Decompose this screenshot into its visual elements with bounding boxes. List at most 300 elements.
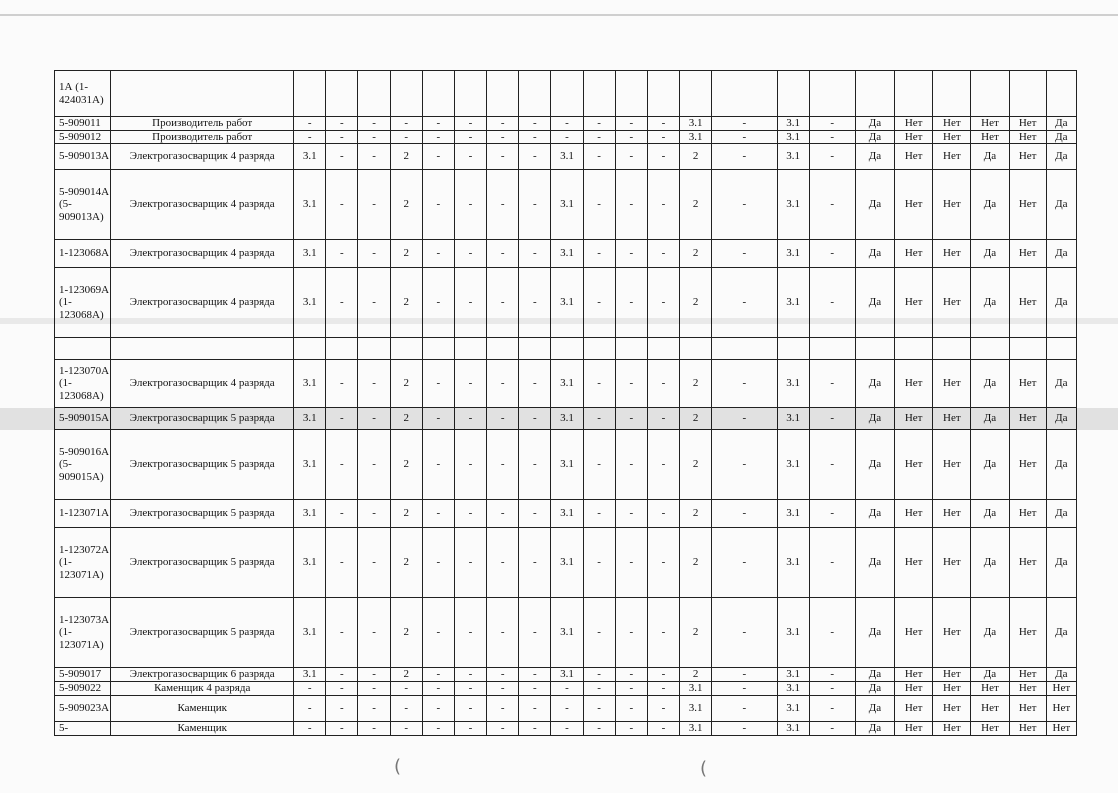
table-cell: 2: [680, 430, 712, 500]
table-cell: Да: [1046, 170, 1076, 240]
table-cell: -: [615, 144, 647, 170]
table-cell: -: [519, 430, 551, 500]
table-cell: -: [358, 170, 390, 240]
table-cell: -: [647, 500, 679, 528]
table-cell: -: [358, 500, 390, 528]
table-cell: Да: [971, 170, 1009, 240]
row-code: 5-909012: [55, 130, 111, 144]
table-cell: -: [487, 598, 519, 668]
table-cell: Нет: [895, 721, 933, 735]
table-cell: -: [519, 268, 551, 338]
table-cell: Да: [1046, 408, 1076, 430]
row-code: [55, 338, 111, 360]
table-cell: 2: [390, 268, 422, 338]
table-cell: Нет: [1009, 130, 1046, 144]
table-cell: -: [712, 408, 777, 430]
table-cell: 3.1: [777, 668, 809, 682]
table-cell: 2: [680, 144, 712, 170]
row-profession: Каменщик: [111, 721, 294, 735]
table-cell: Нет: [933, 144, 971, 170]
table-cell: 3.1: [294, 598, 326, 668]
table-cell: -: [326, 528, 358, 598]
table-cell: -: [358, 360, 390, 408]
table-cell: 3.1: [551, 360, 583, 408]
table-cell: -: [712, 170, 777, 240]
table-cell: [390, 338, 422, 360]
table-cell: -: [326, 144, 358, 170]
table-cell: -: [487, 170, 519, 240]
row-code: 5-909017: [55, 668, 111, 682]
table-cell: Да: [855, 268, 894, 338]
table-cell: -: [712, 668, 777, 682]
table-cell: Нет: [895, 430, 933, 500]
table-cell: Нет: [1009, 528, 1046, 598]
row-code: 5-909016А (5-909015А): [55, 430, 111, 500]
table-cell: -: [294, 681, 326, 695]
table-cell: Да: [971, 528, 1009, 598]
table-cell: -: [551, 695, 583, 721]
table-cell: -: [712, 681, 777, 695]
table-cell: -: [422, 681, 454, 695]
table-cell: 2: [680, 668, 712, 682]
table-cell: -: [519, 360, 551, 408]
table-cell: [422, 338, 454, 360]
table-cell: -: [487, 695, 519, 721]
table-cell: Нет: [895, 268, 933, 338]
table-cell: -: [294, 695, 326, 721]
table-cell: -: [390, 681, 422, 695]
table-cell: -: [647, 695, 679, 721]
table-cell: Да: [855, 360, 894, 408]
table-cell: -: [712, 240, 777, 268]
table-cell: -: [647, 144, 679, 170]
table-cell: Да: [855, 668, 894, 682]
table-cell: 3.1: [777, 144, 809, 170]
table-cell: -: [358, 695, 390, 721]
table-cell: 3.1: [680, 695, 712, 721]
table-cell: -: [712, 695, 777, 721]
table-cell: Нет: [971, 130, 1009, 144]
table-cell: -: [583, 268, 615, 338]
table-cell: [680, 338, 712, 360]
table-cell: -: [647, 528, 679, 598]
table-cell: -: [519, 695, 551, 721]
table-cell: [647, 71, 679, 117]
table-cell: -: [615, 721, 647, 735]
table-cell: Нет: [1009, 430, 1046, 500]
attestation-table: [54, 70, 1077, 736]
table-cell: -: [809, 240, 855, 268]
table-cell: 2: [390, 360, 422, 408]
table-cell: [326, 338, 358, 360]
table-cell: -: [358, 117, 390, 131]
table-cell: Нет: [895, 500, 933, 528]
table-cell: 3.1: [551, 170, 583, 240]
row-code: 1-123070А (1-123068А): [55, 360, 111, 408]
table-cell: Да: [855, 408, 894, 430]
table-row: [55, 71, 1077, 117]
table-cell: Нет: [895, 130, 933, 144]
table-cell: 2: [390, 240, 422, 268]
table-cell: -: [358, 268, 390, 338]
table-cell: 2: [390, 170, 422, 240]
table-cell: -: [712, 360, 777, 408]
table-cell: Да: [971, 360, 1009, 408]
table-cell: -: [551, 721, 583, 735]
table-cell: -: [487, 681, 519, 695]
table-cell: [294, 71, 326, 117]
table-cell: Нет: [933, 130, 971, 144]
table-cell: [971, 338, 1009, 360]
table-cell: 3.1: [551, 528, 583, 598]
table-cell: -: [454, 170, 486, 240]
table-cell: 3.1: [551, 500, 583, 528]
table-cell: -: [583, 695, 615, 721]
table-cell: Да: [1046, 500, 1076, 528]
row-code: 5-909013А: [55, 144, 111, 170]
table-cell: -: [647, 430, 679, 500]
table-cell: 2: [680, 528, 712, 598]
table-cell: -: [712, 500, 777, 528]
table-cell: Нет: [933, 360, 971, 408]
table-cell: Нет: [895, 117, 933, 131]
table-cell: Да: [855, 117, 894, 131]
table-cell: -: [615, 240, 647, 268]
table-cell: -: [519, 408, 551, 430]
row-profession: Каменщик 4 разряда: [111, 681, 294, 695]
table-cell: -: [487, 528, 519, 598]
table-cell: -: [358, 721, 390, 735]
table-cell: Да: [971, 430, 1009, 500]
table-cell: [933, 338, 971, 360]
row-profession: Производитель работ: [111, 130, 294, 144]
table-cell: 3.1: [294, 408, 326, 430]
table-cell: Да: [1046, 268, 1076, 338]
table-cell: [358, 338, 390, 360]
row-code: 5-909011: [55, 117, 111, 131]
table-cell: 3.1: [777, 695, 809, 721]
table-cell: -: [647, 268, 679, 338]
table-cell: 2: [680, 268, 712, 338]
table-cell: Да: [1046, 360, 1076, 408]
table-cell: -: [422, 117, 454, 131]
table-cell: Да: [971, 268, 1009, 338]
table-cell: 3.1: [551, 598, 583, 668]
table-cell: 3.1: [551, 408, 583, 430]
table-cell: [519, 338, 551, 360]
row-profession: Электрогазосварщик 4 разряда: [111, 144, 294, 170]
table-cell: Да: [855, 681, 894, 695]
table-cell: -: [358, 144, 390, 170]
table-cell: -: [712, 430, 777, 500]
table-cell: [1046, 338, 1076, 360]
row-profession: Электрогазосварщик 4 разряда: [111, 268, 294, 338]
table-cell: Нет: [933, 598, 971, 668]
table-cell: -: [615, 528, 647, 598]
table-cell: -: [358, 598, 390, 668]
table-cell: [294, 338, 326, 360]
table-cell: -: [647, 681, 679, 695]
table-row: [55, 681, 1077, 695]
row-profession: Электрогазосварщик 5 разряда: [111, 430, 294, 500]
table-cell: Нет: [971, 721, 1009, 735]
table-cell: [487, 71, 519, 117]
table-cell: -: [551, 130, 583, 144]
table-cell: Да: [971, 240, 1009, 268]
table-cell: Нет: [933, 668, 971, 682]
table-cell: Нет: [1009, 500, 1046, 528]
row-code: 5-: [55, 721, 111, 735]
table-cell: -: [647, 721, 679, 735]
table-cell: -: [454, 144, 486, 170]
table-cell: 3.1: [777, 681, 809, 695]
table-cell: Нет: [933, 500, 971, 528]
table-cell: [971, 71, 1009, 117]
table-cell: -: [294, 721, 326, 735]
table-cell: -: [390, 695, 422, 721]
row-code: 5-909015А: [55, 408, 111, 430]
table-cell: 3.1: [551, 240, 583, 268]
row-profession: Электрогазосварщик 6 разряда: [111, 668, 294, 682]
table-cell: 3.1: [680, 130, 712, 144]
table-cell: -: [326, 240, 358, 268]
scan-top-edge: [0, 14, 1118, 16]
table-cell: -: [422, 130, 454, 144]
table-cell: -: [615, 695, 647, 721]
table-cell: -: [454, 681, 486, 695]
table-cell: -: [422, 528, 454, 598]
table-cell: Нет: [933, 240, 971, 268]
table-cell: [933, 71, 971, 117]
table-row: [55, 408, 1077, 430]
table-cell: Да: [1046, 130, 1076, 144]
table-cell: Да: [855, 130, 894, 144]
table-cell: -: [326, 117, 358, 131]
table-cell: -: [615, 430, 647, 500]
table-cell: -: [583, 117, 615, 131]
table-cell: -: [809, 117, 855, 131]
table-cell: [1009, 71, 1046, 117]
row-code: 1-123071А: [55, 500, 111, 528]
table-cell: -: [326, 681, 358, 695]
table-cell: -: [454, 360, 486, 408]
table-cell: Нет: [1009, 268, 1046, 338]
table-cell: -: [326, 360, 358, 408]
table-cell: -: [487, 408, 519, 430]
table-row: [55, 695, 1077, 721]
table-cell: Нет: [1046, 695, 1076, 721]
table-cell: Нет: [933, 408, 971, 430]
table-cell: -: [422, 430, 454, 500]
table-cell: 3.1: [777, 240, 809, 268]
table-cell: -: [326, 430, 358, 500]
row-profession: Электрогазосварщик 5 разряда: [111, 500, 294, 528]
table-row: [55, 130, 1077, 144]
table-cell: -: [487, 240, 519, 268]
table-cell: 3.1: [680, 681, 712, 695]
table-cell: 3.1: [777, 268, 809, 338]
table-cell: [895, 71, 933, 117]
row-profession: Электрогазосварщик 5 разряда: [111, 408, 294, 430]
table-cell: -: [422, 144, 454, 170]
table-cell: -: [326, 500, 358, 528]
table-cell: [809, 71, 855, 117]
row-profession: Электрогазосварщик 4 разряда: [111, 240, 294, 268]
table-cell: Нет: [895, 668, 933, 682]
table-cell: -: [809, 500, 855, 528]
table-cell: -: [583, 240, 615, 268]
table-cell: -: [454, 528, 486, 598]
table-cell: [583, 71, 615, 117]
table-cell: [777, 71, 809, 117]
table-cell: Да: [855, 528, 894, 598]
table-cell: [454, 71, 486, 117]
table-cell: 2: [390, 668, 422, 682]
table-cell: Да: [855, 144, 894, 170]
row-code: 5-909023А: [55, 695, 111, 721]
table-cell: -: [358, 408, 390, 430]
table-cell: [551, 338, 583, 360]
table-row: [55, 240, 1077, 268]
table-cell: -: [422, 668, 454, 682]
table-cell: 3.1: [551, 268, 583, 338]
table-cell: 3.1: [294, 500, 326, 528]
table-cell: Да: [1046, 668, 1076, 682]
table-cell: Нет: [895, 528, 933, 598]
table-cell: [583, 338, 615, 360]
table-cell: Нет: [895, 695, 933, 721]
row-code: 1-123068А: [55, 240, 111, 268]
table-cell: Нет: [1046, 681, 1076, 695]
table-cell: -: [519, 500, 551, 528]
table-cell: -: [615, 268, 647, 338]
table-cell: Нет: [1009, 144, 1046, 170]
table-cell: [326, 71, 358, 117]
table-cell: 3.1: [777, 598, 809, 668]
table-cell: -: [615, 598, 647, 668]
table-cell: -: [809, 268, 855, 338]
table-cell: -: [519, 528, 551, 598]
table-cell: -: [647, 598, 679, 668]
row-code: 1А (1-424031А): [55, 71, 111, 117]
table-cell: 2: [680, 408, 712, 430]
table-cell: 3.1: [294, 170, 326, 240]
table-cell: -: [454, 500, 486, 528]
table-row: [55, 268, 1077, 338]
table-cell: [615, 71, 647, 117]
table-cell: [358, 71, 390, 117]
table-cell: Нет: [895, 408, 933, 430]
table-cell: Нет: [1009, 408, 1046, 430]
table-cell: 3.1: [680, 117, 712, 131]
table-cell: Нет: [1009, 598, 1046, 668]
table-row: [55, 598, 1077, 668]
table-row: [55, 500, 1077, 528]
table-cell: 3.1: [777, 360, 809, 408]
table-cell: Да: [971, 408, 1009, 430]
table-cell: Нет: [933, 528, 971, 598]
table-cell: -: [583, 408, 615, 430]
table-cell: Да: [855, 500, 894, 528]
table-cell: -: [422, 695, 454, 721]
table-cell: -: [422, 360, 454, 408]
table-cell: 2: [680, 240, 712, 268]
table-cell: [809, 338, 855, 360]
table-cell: Нет: [1009, 668, 1046, 682]
table-cell: -: [551, 681, 583, 695]
table-cell: 3.1: [294, 430, 326, 500]
table-cell: -: [358, 240, 390, 268]
table-row: [55, 170, 1077, 240]
table-cell: -: [358, 130, 390, 144]
table-cell: [1046, 71, 1076, 117]
table-cell: -: [809, 721, 855, 735]
table-cell: -: [809, 528, 855, 598]
table-cell: 2: [390, 598, 422, 668]
table-cell: -: [454, 695, 486, 721]
table-cell: 3.1: [680, 721, 712, 735]
row-code: 1-123073А (1-123071А): [55, 598, 111, 668]
table-cell: Нет: [933, 430, 971, 500]
table-cell: 3.1: [294, 668, 326, 682]
table-cell: -: [615, 668, 647, 682]
table-cell: -: [390, 130, 422, 144]
table-cell: -: [487, 360, 519, 408]
table-cell: -: [422, 268, 454, 338]
table-cell: Нет: [895, 240, 933, 268]
table-cell: -: [454, 268, 486, 338]
row-profession: Электрогазосварщик 4 разряда: [111, 360, 294, 408]
table-cell: -: [519, 721, 551, 735]
table-cell: -: [647, 408, 679, 430]
table-cell: -: [519, 144, 551, 170]
table-cell: Нет: [1009, 360, 1046, 408]
table-cell: 3.1: [294, 528, 326, 598]
table-cell: -: [519, 130, 551, 144]
table-cell: -: [358, 668, 390, 682]
table-cell: -: [326, 130, 358, 144]
table-cell: -: [809, 170, 855, 240]
table-cell: -: [615, 681, 647, 695]
row-code: 1-123069А (1-123068А): [55, 268, 111, 338]
table-cell: [855, 71, 894, 117]
table-cell: -: [326, 408, 358, 430]
table-cell: Да: [855, 170, 894, 240]
table-cell: 2: [390, 528, 422, 598]
table-cell: [519, 71, 551, 117]
table-cell: Нет: [933, 117, 971, 131]
table-cell: 3.1: [777, 528, 809, 598]
table-cell: Нет: [933, 721, 971, 735]
table-row: [55, 360, 1077, 408]
table-cell: Нет: [895, 360, 933, 408]
table-cell: -: [712, 130, 777, 144]
table-cell: Нет: [895, 598, 933, 668]
table-cell: -: [326, 668, 358, 682]
table-cell: -: [712, 598, 777, 668]
table-cell: [680, 71, 712, 117]
table-cell: -: [422, 408, 454, 430]
table-cell: -: [358, 681, 390, 695]
table-cell: Нет: [933, 695, 971, 721]
table-cell: -: [712, 144, 777, 170]
table-cell: [777, 338, 809, 360]
table-cell: [647, 338, 679, 360]
table-cell: -: [454, 668, 486, 682]
table-row: [55, 668, 1077, 682]
table-row: [55, 430, 1077, 500]
table-cell: -: [454, 408, 486, 430]
